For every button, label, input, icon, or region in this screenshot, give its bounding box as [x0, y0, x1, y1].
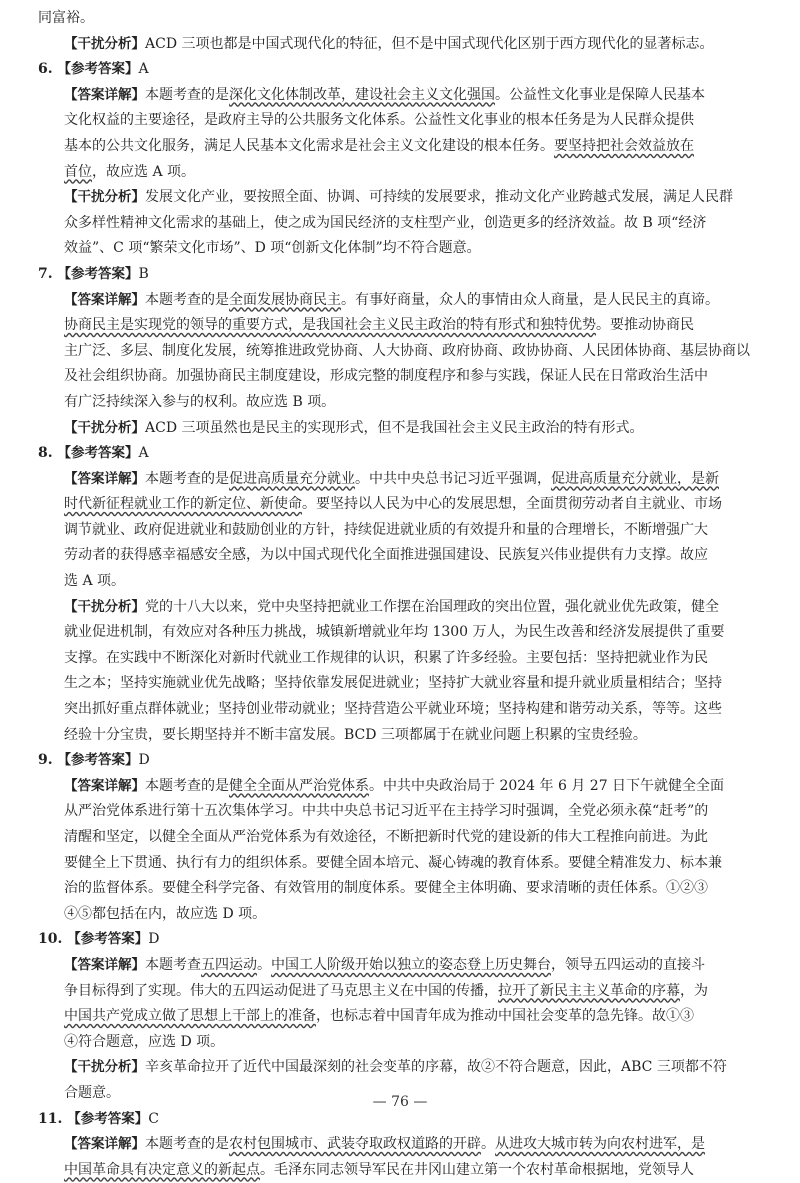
body-text: ACD 三项也都是中国式现代化的特征，但不是中国式现代化区别于西方现代化的显著标志。 [145, 35, 714, 52]
body-text: 选 A 项。 [64, 573, 126, 590]
text-line [38, 467, 762, 493]
key-point-text: 深化文化体制改革，建设社会主义文化强国 [229, 86, 495, 103]
text-line [38, 876, 762, 902]
text-line [38, 1004, 762, 1030]
body-text: 效益”、C 项“繁荣文化市场”、D 项“创新文化体制”均不符合题意。 [64, 240, 481, 257]
body-text: 突出抓好重点群体就业；坚持创业带动就业；坚持营造公平就业环境；坚持构建和谐劳动关系，等等。这些 [64, 701, 722, 718]
body-text: 发展文化产业，要按照全面、协调、可持续的发展要求，推动文化产业跨越式发展，满足人民群 [145, 189, 733, 206]
text-line [38, 723, 762, 749]
body-text: 要健全上下贯通、执行有力的组织体系。要健全固本培元、凝心铸魂的教育体系。要健全精准发力、标本兼 [64, 854, 722, 871]
body-text: 。公益性文化事业是保障人民基本 [495, 86, 705, 103]
section-label: 【参考答案】 [57, 61, 139, 78]
section-label: 【参考答案】 [67, 1110, 149, 1127]
body-text: 就业促进机制，有效应对各种压力挑战，城镇新增就业年均 1300 万人，为民生改善和经济发展提供了重要 [64, 624, 725, 641]
body-text: 。有事好商量，众人的事情由众人商量，是人民民主的真谛。 [341, 291, 719, 308]
body-text: 本题考查的是 [145, 291, 229, 308]
text-line [38, 671, 762, 697]
text-line [38, 979, 762, 1005]
section-label: 【答案详解】 [64, 470, 145, 487]
body-text: 。要推动协商民 [596, 317, 694, 334]
body-text: 。毛泽东同志领导军民在井冈山建立第一个农村革命根据地，党领导人 [260, 1161, 694, 1178]
text-line [38, 32, 762, 58]
body-text: ④⑤都包括在内，故应选 D 项。 [64, 905, 267, 922]
body-text: 支撑。在实践中不断深化对新时代就业工作规律的认识，积累了许多经验。主要包括：坚持把就业作为民 [64, 649, 708, 666]
question-number: 9. [38, 752, 58, 769]
section-label: 【参考答案】 [67, 931, 149, 948]
answer-content [38, 6, 762, 1183]
body-text: 清醒和坚定，以健全全面从严治党体系为有效途径，不断把新时代党的建设新的伟大工程推向前进。为此 [64, 829, 708, 845]
key-point-text: 农村包围城市、武装夺取政权道路的开辟 [229, 1136, 481, 1153]
section-label: 【参考答案】 [57, 752, 139, 769]
body-text: 合题意。 [64, 1084, 120, 1101]
text-line [38, 364, 762, 390]
text-line [38, 543, 762, 569]
text-line [38, 697, 762, 723]
text-line [38, 1055, 762, 1081]
question-number: 8. [38, 445, 58, 462]
section-label: 【干扰分析】 [64, 1059, 145, 1076]
section-label: 【答案详解】 [64, 291, 145, 308]
body-text: ④符合题意，应选 D 项。 [64, 1033, 225, 1050]
text-line [38, 160, 762, 186]
text-line [38, 825, 762, 851]
body-text: A [138, 61, 149, 78]
text-line [38, 6, 762, 32]
body-text: 本题考查的是 [145, 1136, 229, 1153]
key-point-text: 中国革命具有决定意义的新起点 [64, 1161, 260, 1178]
text-line [38, 518, 762, 544]
body-text: 。 [481, 1136, 495, 1153]
text-line [38, 799, 762, 825]
body-text: 本题考查的是 [145, 470, 229, 487]
key-point-text: 促进高质量充分就业，是新 [551, 470, 719, 487]
body-text: 生之本；坚持实施就业优先战略；坚持依靠发展促进就业；坚持扩大就业容量和提升就业质量相结合；坚持 [64, 675, 722, 692]
body-text: 调节就业、政府促进就业和鼓励创业的方针，持续促进就业质的有效提升和量的合理增长，不断增强广大 [64, 521, 708, 538]
key-point-text: 中国工人阶级开始以独立的姿态登上历史舞台 [271, 956, 551, 973]
text-line [38, 774, 762, 800]
text-line [38, 313, 762, 339]
body-text: 党的十八大以来，党中央坚持把就业工作摆在治国理政的突出位置，强化就业优先政策，健全 [145, 598, 719, 615]
body-text: D [148, 931, 160, 948]
text-line [38, 646, 762, 672]
section-label: 【参考答案】 [57, 265, 139, 282]
text-line [38, 288, 762, 314]
text-line [38, 83, 762, 109]
question-number: 7. [38, 265, 58, 282]
section-label: 【答案详解】 [64, 777, 145, 794]
text-line [38, 1107, 762, 1133]
text-line [38, 748, 762, 774]
key-point-text: 时代新征程就业工作的新定位、新使命 [64, 496, 302, 513]
body-text: 治的监督体系。要健全科学完备、有效管用的制度体系。要健全主体明确、要求清晰的责任体系。①②③ [64, 880, 708, 897]
text-line [38, 492, 762, 518]
body-text: C [148, 1110, 159, 1127]
section-label: 【答案详解】 [64, 956, 145, 973]
key-point-text: 五四运动 [201, 956, 257, 973]
question-number: 10. [38, 931, 68, 948]
text-line [38, 595, 762, 621]
key-point-text: 促进高质量充分就业 [229, 470, 355, 487]
key-point-text: 协商民主是实现党的领导的重要方式，是我国社会主义民主政治的特有形式和独特优势 [64, 317, 596, 334]
body-text: 本题考查的是 [145, 777, 229, 794]
text-line [38, 851, 762, 877]
body-text: ACD 三项虽然也是民主的实现形式，但不是我国社会主义民主政治的特有形式。 [145, 419, 644, 436]
body-text: ，领导五四运动的直接斗 [551, 956, 705, 973]
text-line [38, 108, 762, 134]
text-line [38, 211, 762, 237]
text-line [38, 185, 762, 211]
body-text: 基本的公共文化服务，满足人民基本文化需求是社会主义文化建设的根本任务。 [64, 137, 554, 154]
text-line [38, 1132, 762, 1158]
key-point-text: 健全全面从严治党体系 [229, 777, 369, 794]
question-number: 6. [38, 61, 58, 78]
section-label: 【干扰分析】 [64, 189, 145, 206]
body-text: 。中共中央政治局于 2024 年 6 月 27 日下午就健全全面 [369, 777, 725, 794]
text-line [38, 927, 762, 953]
body-text: 本题考查的是 [145, 86, 229, 103]
body-text: 。中共中央总书记习近平强调， [355, 470, 551, 487]
section-label: 【答案详解】 [64, 1136, 145, 1153]
text-line [38, 390, 762, 416]
text-line [38, 953, 762, 979]
body-text: ，为 [680, 982, 708, 999]
question-number: 11. [38, 1110, 68, 1127]
body-text: ，故应选 A 项。 [92, 163, 196, 180]
text-line [38, 1030, 762, 1056]
body-text: 劳动者的获得感幸福感安全感，为以中国式现代化全面推进强国建设、民族复兴伟业提供有力支撑。故应 [64, 547, 708, 564]
section-label: 【参考答案】 [57, 445, 139, 462]
body-text: 主广泛、多层、制度化发展，统筹推进政党协商、人大协商、政府协商、政协协商、人民团体协商、基层协商以 [64, 342, 750, 359]
key-point-text: 全面发展协商民主 [229, 291, 341, 308]
key-point-text: 中国共产党成立做了思想上干部上的准备 [64, 1008, 316, 1025]
text-line [38, 902, 762, 928]
section-label: 【干扰分析】 [64, 35, 145, 52]
body-text: ，也标志着中国青年成为推动中国社会变革的急先锋。故①③ [316, 1008, 694, 1025]
text-line [38, 441, 762, 467]
body-text: D [138, 752, 150, 769]
text-line [38, 236, 762, 262]
body-text: 经验十分宝贵，要长期坚持并不断丰富发展。BCD 三项都属于在就业问题上积累的宝贵经验。 [64, 726, 647, 743]
text-line [38, 134, 762, 160]
body-text: 从严治党体系进行第十五次集体学习。中共中央总书记习近平在主持学习时强调，全党必须永葆“赶考”的 [64, 803, 709, 820]
text-line [38, 1158, 762, 1183]
section-label: 【干扰分析】 [64, 419, 145, 436]
text-line [38, 620, 762, 646]
text-line [38, 262, 762, 288]
section-label: 【干扰分析】 [64, 598, 145, 615]
body-text: A [138, 445, 149, 462]
body-text: 辛亥革命拉开了近代中国最深刻的社会变革的序幕，故②不符合题意，因此，ABC 三项都不符 [145, 1059, 727, 1076]
body-text: 。 [257, 956, 271, 973]
body-text: 文化权益的主要途径，是政府主导的公共服务文化体系。公益性文化事业的根本任务是为人民群众提供 [64, 112, 694, 129]
text-line [38, 339, 762, 365]
key-point-text: 拉开了新民主主义革命的序幕 [498, 982, 680, 999]
body-text: 本题考查 [145, 956, 201, 973]
page-number: — 76 — [372, 1094, 428, 1110]
body-text: 众多样性精神文化需求的基础上，使之成为国民经济的支柱型产业，创造更多的经济效益。故 B 项“经济 [64, 214, 707, 231]
text-line [38, 569, 762, 595]
body-text: 有广泛持续深入参与的权利。故应选 B 项。 [64, 393, 336, 410]
text-line [38, 57, 762, 83]
body-text: 及社会组织协商。加强协商民主制度建设，形成完整的制度程序和参与实践，保证人民在日常政治生活中 [64, 368, 708, 385]
text-line [38, 416, 762, 442]
body-text: B [138, 265, 149, 282]
key-point-text: 要坚持把社会效益放在 [554, 137, 694, 154]
key-point-text: 首位 [64, 163, 92, 180]
body-text: 争目标得到了实现。伟大的五四运动促进了马克思主义在中国的传播， [64, 982, 498, 999]
key-point-text: 从进攻大城市转为向农村进军，是 [495, 1136, 705, 1153]
body-text: 。要坚持以人民为中心的发展思想，全面贯彻劳动者自主就业、市场 [302, 496, 722, 513]
body-text: 同富裕。 [38, 10, 94, 26]
section-label: 【答案详解】 [64, 86, 145, 103]
